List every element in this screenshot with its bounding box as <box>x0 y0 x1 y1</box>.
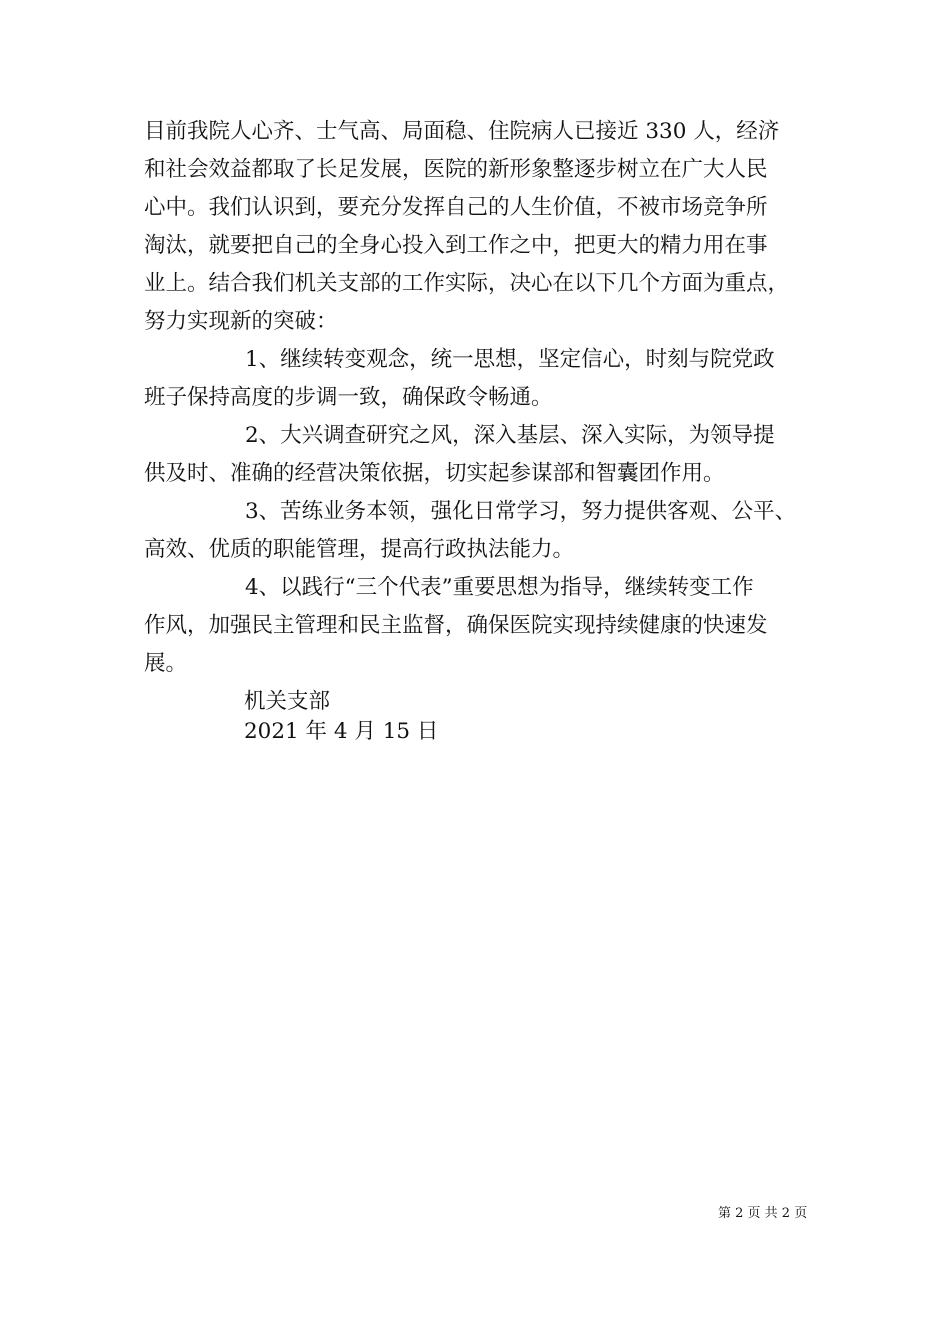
intro-line-5: 业上。结合我们机关支部的工作实际，决心在以下几个方面为重点， <box>144 271 790 296</box>
intro-line-2: 和社会效益都取了长足发展，医院的新形象整逐步树立在广大人民 <box>144 157 768 182</box>
page-footer: 第 2 页 共 2 页 <box>718 1206 808 1221</box>
item-4-line-2: 作风，加强民主管理和民主监督，确保医院实现持续健康的快速发 <box>144 613 768 638</box>
signature: 机关支部 <box>244 689 331 714</box>
item-4-line-1: 4、以践行“三个代表”重要思想为指导，继续转变工作 <box>245 575 754 600</box>
item-2-line-2: 供及时、准确的经营决策依据，切实起参谋部和智囊团作用。 <box>144 461 725 486</box>
item-3-line-2: 高效、优质的职能管理，提高行政执法能力。 <box>144 537 575 562</box>
intro-line-1: 目前我院人心齐、士气高、局面稳、住院病人已接近 330 人，经济 <box>144 119 780 144</box>
intro-line-3: 心中。我们认识到，要充分发挥自己的人生价值，不被市场竞争所 <box>144 195 768 220</box>
item-2-line-1: 2、大兴调查研究之风，深入基层、深入实际，为领导提 <box>245 423 775 448</box>
intro-line-4: 淘汰，就要把自己的全身心投入到工作之中，把更大的精力用在事 <box>144 233 768 258</box>
item-3-line-1: 3、苦练业务本领，强化日常学习，努力提供客观、公平、 <box>245 499 797 524</box>
item-1-line-1: 1、继续转变观念，统一思想，坚定信心，时刻与院党政 <box>245 347 775 372</box>
intro-line-6: 努力实现新的突破： <box>144 309 338 334</box>
signature-date: 2021 年 4 月 15 日 <box>244 719 439 744</box>
item-1-line-2: 班子保持高度的步调一致，确保政令畅通。 <box>144 385 553 410</box>
item-4-line-3: 展。 <box>144 651 188 676</box>
